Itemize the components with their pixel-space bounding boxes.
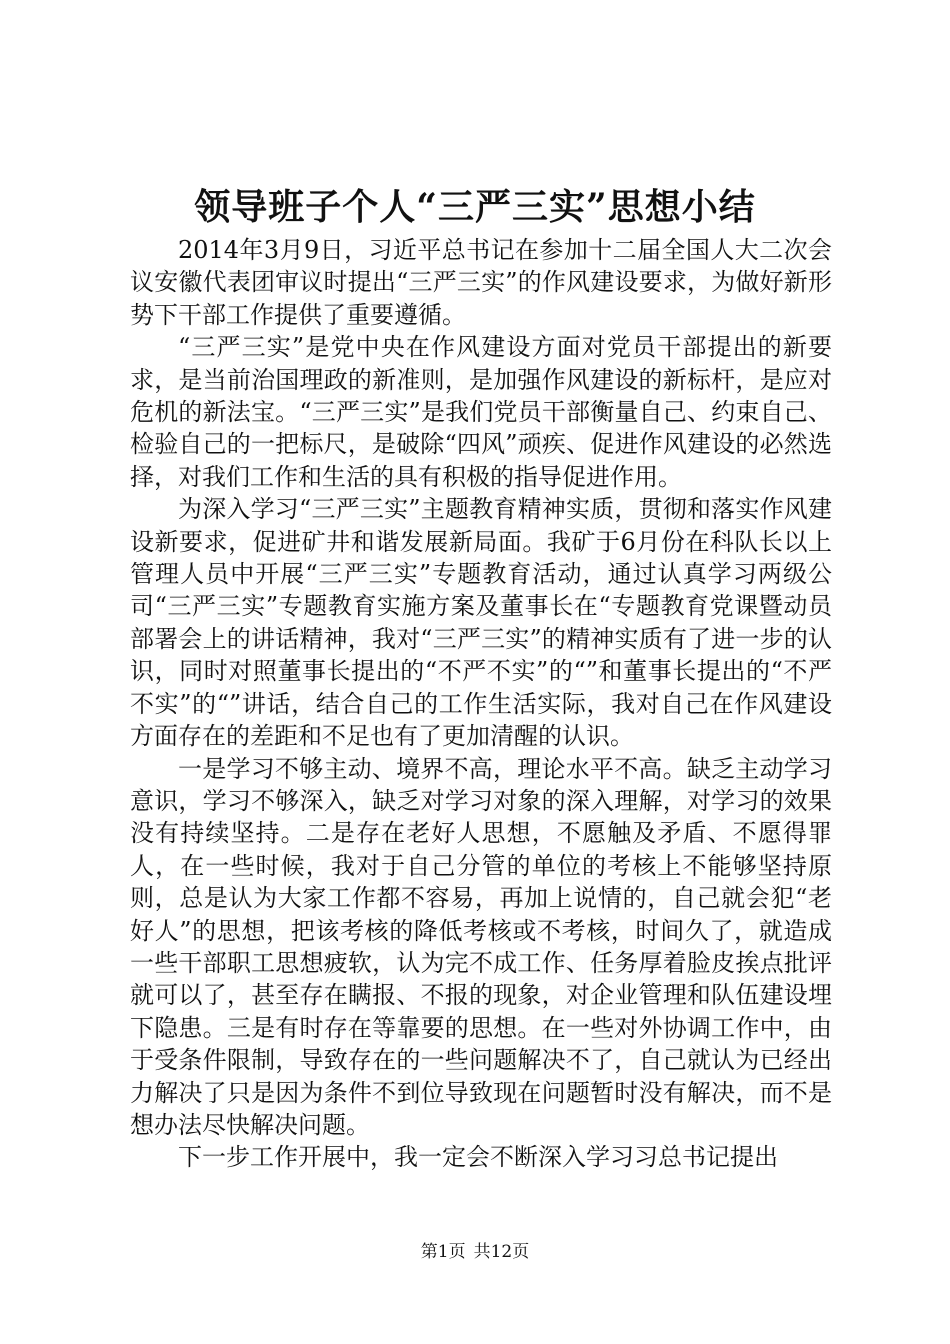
document-title: 领导班子个人“三严三实”思想小结 xyxy=(194,186,756,228)
page-number: 第1页 xyxy=(420,1242,466,1262)
paragraph-2: “三严三实”是党中央在作风建设方面对党员干部提出的新要求，是当前治国理政的新准则，是加强作风建设的新标杆，是应对危机的新法宝。“三严三实”是我们党员干部衡量自己、约束自己、检验自己的一把标尺，是破除“四风”顽疾、促进作风建设的必然选择，对我们工作和生活的具有积极的指导促进作用。 xyxy=(130,333,832,491)
document-body xyxy=(130,234,832,1174)
paragraph-4: 一是学习不够主动、境界不高，理论水平不高。缺乏主动学习意识，学习不够深入，缺乏对学习对象的深入理解，对学习的效果没有持续坚持。二是存在老好人思想，不愿触及矛盾、不愿得罪人，在一些时候，我对于自己分管的单位的考核上不能够坚持原则，总是认为大家工作都不容易，再加上说情的，自己就会犯“老好人”的思想，把该考核的降低考核或不考核，时间久了，就造成一些干部职工思想疲软，认为完不成工作、任务厚着脸皮挨点批评就可以了，甚至存在瞒报、不报的现象，对企业管理和队伍建设埋下隐患。三是有时存在等靠要的思想。在一些对外协调工作中，由于受条件限制，导致存在的一些问题解决不了，自己就认为已经出力解决了只是因为条件不到位导致现在问题暂时没有解决，而不是想办法尽快解决问题。 xyxy=(130,754,832,1139)
page-total: 共12页 xyxy=(473,1242,530,1262)
paragraph-3: 为深入学习“三严三实”主题教育精神实质，贯彻和落实作风建设新要求，促进矿井和谐发展新局面。我矿于6月份在科队长以上管理人员中开展“三严三实”专题教育活动，通过认真学习两级公司“三严三实”专题教育实施方案及董事长在“专题教育党课暨动员部署会上的讲话精神，我对“三严三实”的精神实质有了进一步的认识，同时对照董事长提出的“不严不实”的“”和董事长提出的“不严不实”的“”讲话，结合自己的工作生活实际，我对自己在作风建设方面存在的差距和不足也有了更加清醒的认识。 xyxy=(130,495,832,751)
paragraph-1: 2014年3月9日，习近平总书记在参加十二届全国人大二次会议安徽代表团审议时提出“三严三实”的作风建设要求，为做好新形势下干部工作提供了重要遵循。 xyxy=(130,236,832,329)
page-footer xyxy=(0,1240,950,1264)
paragraph-5: 下一步工作开展中，我一定会不断深入学习习总书记提出 xyxy=(178,1143,778,1172)
